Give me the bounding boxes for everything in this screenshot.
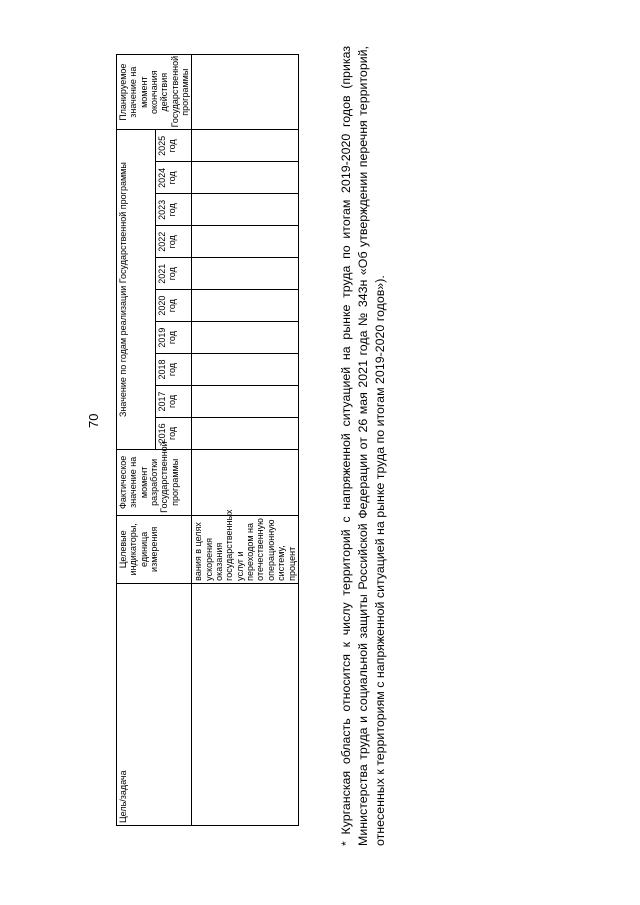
cell-2023 <box>192 194 298 226</box>
indicators-table-rotated <box>116 54 297 826</box>
cell-2025 <box>192 130 298 162</box>
footnote <box>338 46 389 846</box>
header-year-2020: 2020 год <box>155 290 192 322</box>
cell-indicator: вания в целях ускорения оказания государственных услуг и переходом на отечественную операционную систему, процент <box>192 515 298 583</box>
footnote-text: * Курганская область относится к числу территорий с напряженной ситуацией на рынке труда по итогам 2019-2020 годов (приказ Министерства труда и социальной защиты Российской Федерации от 26 мая 2021 года № 343н «Об утверждении перечня территорий, отнесенных к территориям с напряженной ситуацией на рынке труда по итогам 2019-2020 годов»). <box>339 46 387 846</box>
cell-2019 <box>192 322 298 354</box>
header-goal: Цель/задача <box>117 583 192 825</box>
cell-2024 <box>192 162 298 194</box>
cell-actual <box>192 449 298 515</box>
cell-planned <box>192 55 298 130</box>
indicators-table <box>116 54 299 826</box>
cell-goal <box>192 583 298 825</box>
header-year-2022: 2022 год <box>155 226 192 258</box>
cell-2021 <box>192 258 298 290</box>
cell-2018 <box>192 354 298 386</box>
header-planned: Планируемое значение на момент окончания действия Государственной программы <box>117 55 192 130</box>
cell-2017 <box>192 385 298 417</box>
cell-2022 <box>192 226 298 258</box>
header-year-2024: 2024 год <box>155 162 192 194</box>
header-year-2016: 2016 год <box>155 417 192 449</box>
cell-2016 <box>192 417 298 449</box>
header-by-years: Значение по годам реализации Государственной программы <box>117 130 156 450</box>
header-year-2019: 2019 год <box>155 322 192 354</box>
header-indicators: Целевые индикаторы, единица измерения <box>117 515 192 583</box>
header-year-2021: 2021 год <box>155 258 192 290</box>
header-year-2018: 2018 год <box>155 354 192 386</box>
header-year-2023: 2023 год <box>155 194 192 226</box>
header-year-2017: 2017 год <box>155 385 192 417</box>
header-actual: Фактическое значение на момент разработки Государственной программы <box>117 449 192 515</box>
cell-2020 <box>192 290 298 322</box>
header-year-2025: 2025 год <box>155 130 192 162</box>
page-number: 70 <box>86 413 101 428</box>
